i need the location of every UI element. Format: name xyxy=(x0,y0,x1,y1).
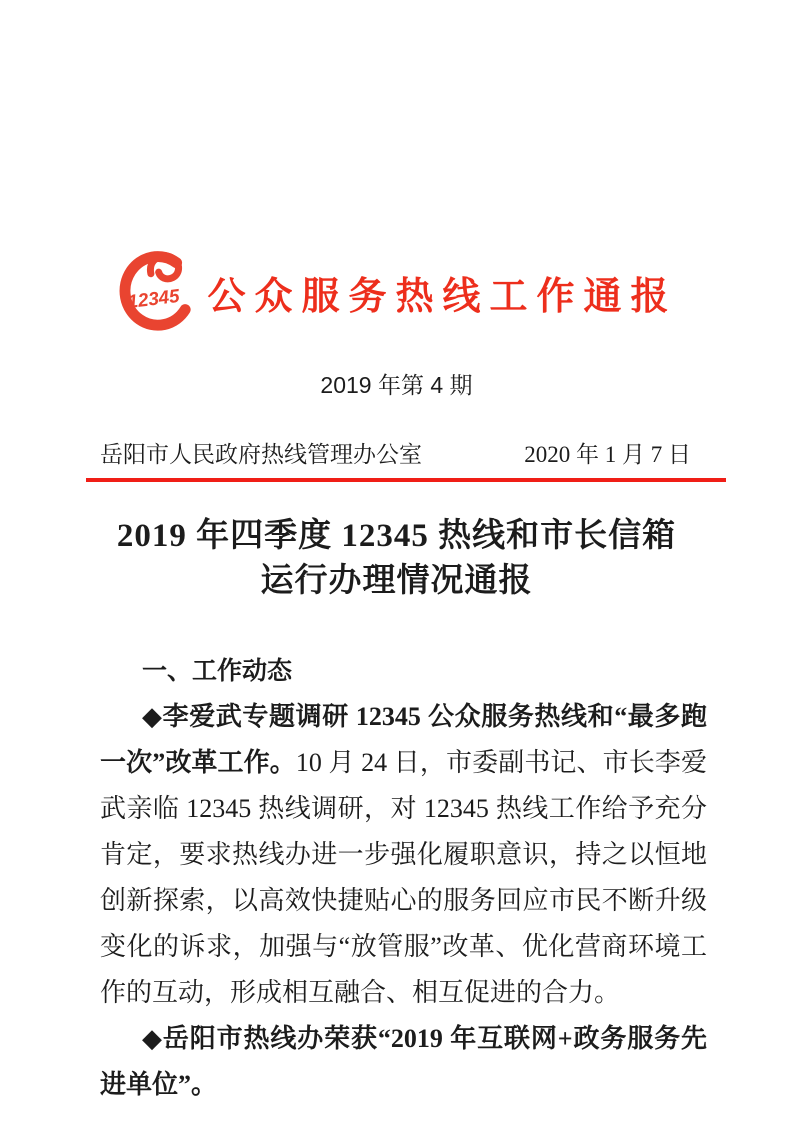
paragraph-lead: ◆岳阳市热线办荣获“2019 年互联网+政务服务先进单位”。 xyxy=(100,1024,707,1100)
logo-number-text: 12345 xyxy=(126,284,182,313)
paragraph xyxy=(100,1016,707,1108)
section-heading-work-updates: 一、工作动态 xyxy=(142,657,293,686)
issue-number: 2019 年第 4 期 xyxy=(320,372,473,398)
masthead-title: 公众服务热线工作通报 xyxy=(207,276,678,318)
document-title xyxy=(0,514,793,604)
hotline-12345-logo-icon xyxy=(115,250,193,338)
paragraph-lead: ◆李爱武专题调研 12345 公众服务热线和“最多跑一次”改革工作。 xyxy=(100,702,707,778)
issue-date: 2020 年 1 月 7 日 xyxy=(524,441,691,467)
document-body xyxy=(100,648,707,1108)
paragraph xyxy=(100,694,707,1016)
meta-row xyxy=(83,440,710,470)
red-divider-rule xyxy=(86,478,726,482)
paragraph-text: 10 月 24 日，市委副书记、市长李爱武亲临 12345 热线调研，对 12345 热线工作给予充分肯定，要求热线办进一步强化履职意识，持之以恒地创新探索，以高效快捷贴心的服务回应市民不断升级变化的诉求，加强与“放管服”改革、优化营商环境工作的互动，形成相互融合、相互促进的合力。 xyxy=(100,748,707,1008)
issuing-office: 岳阳市人民政府热线管理办公室 xyxy=(100,441,422,467)
masthead xyxy=(0,250,793,338)
document-title-line2: 运行办理情况通报 xyxy=(260,563,533,600)
document-title-line1: 2019 年四季度 12345 热线和市长信箱 xyxy=(116,518,677,555)
